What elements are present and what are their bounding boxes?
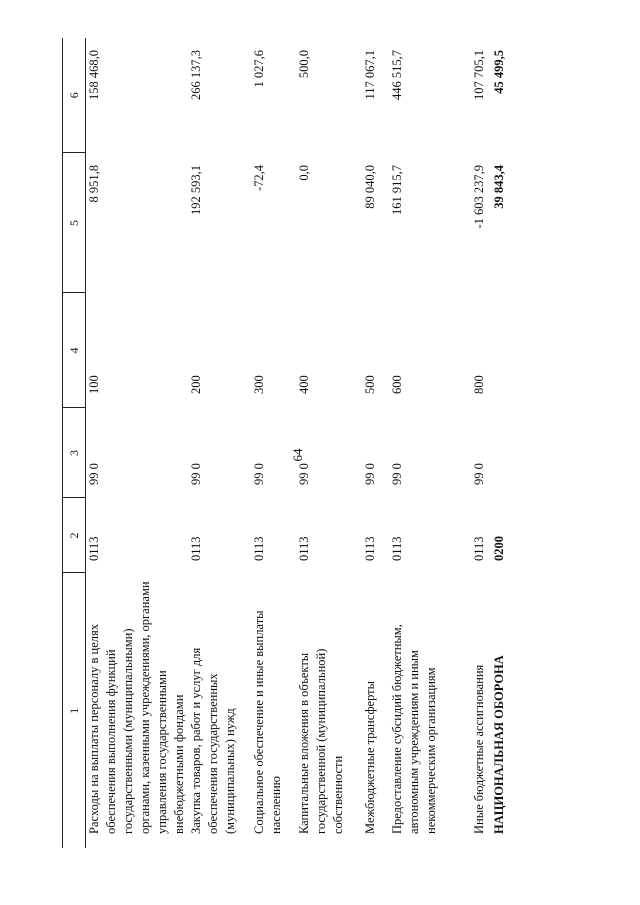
row-name: Предоставление субсидий бюджетным, автономным учреждениям и иным некоммерческим организациям: [390, 624, 438, 834]
row-col5: -72,4: [252, 165, 266, 192]
header-col-4: 4: [63, 293, 86, 408]
row-col5: 8 951,8: [87, 165, 101, 203]
row-col5: -1 603 237,9: [472, 165, 486, 229]
row-vid: 300: [252, 375, 266, 394]
row-col5: 89 040,0: [363, 165, 377, 209]
row-target: 99 0: [189, 463, 203, 485]
row-col6: 45 499,5: [492, 50, 506, 94]
row-name: Социальное обеспечение и иные выплаты населению: [252, 610, 283, 834]
row-col5: 39 843,4: [492, 165, 506, 209]
row-col6: 117 067,1: [363, 50, 377, 100]
row-name: Закупка товаров, работ и услуг для обеспечения государственных (муниципальных) нужд: [189, 647, 237, 834]
row-vid: 100: [87, 375, 101, 394]
table-row: [471, 38, 491, 848]
header-col-5: 5: [63, 153, 86, 293]
row-vid: [491, 293, 511, 408]
row-vid: 500: [363, 375, 377, 394]
header-col-1: 1: [63, 573, 86, 848]
row-vid: 600: [390, 375, 404, 394]
row-vid: 800: [472, 375, 486, 394]
table-row: [188, 38, 251, 848]
table-row: [86, 38, 189, 848]
header-col-6: 6: [63, 38, 86, 153]
row-col5: 161 915,7: [390, 165, 404, 215]
row-target: 99 0: [390, 463, 404, 485]
row-col6: 107 705,1: [472, 50, 486, 100]
row-target: [491, 408, 511, 498]
row-vid: 200: [189, 375, 203, 394]
row-col6: 500,0: [297, 50, 311, 79]
row-razdel: 0113: [189, 536, 203, 561]
row-name: Расходы на выплаты персоналу в целях обеспечения выполнения функций государственными (муниципальными) органами, казенными учреждениями, органами управления государственными внебюджетными фондами: [87, 581, 186, 834]
row-name: Межбюджетные трансферты: [363, 680, 377, 834]
row-name: Капитальные вложения в объекты государственной (муниципальной) собственности: [297, 648, 345, 834]
row-target: 99 0: [297, 463, 311, 485]
row-target: 99 0: [252, 463, 266, 485]
page-number: 64: [290, 448, 305, 462]
table-row: [362, 38, 389, 848]
table-row: [251, 38, 296, 848]
row-col6: 158 468,0: [87, 50, 101, 100]
table-row: [491, 38, 511, 848]
row-name: Иные бюджетные ассигнования: [472, 664, 486, 834]
row-razdel: 0113: [472, 536, 486, 561]
row-name: НАЦИОНАЛЬНАЯ ОБОРОНА: [492, 655, 506, 834]
row-col6: 1 027,6: [252, 50, 266, 88]
row-target: 99 0: [472, 463, 486, 485]
row-razdel: 0113: [87, 536, 101, 561]
row-col6: 446 515,7: [390, 50, 404, 100]
row-razdel: 0200: [492, 536, 506, 561]
header-col-3: 3: [63, 408, 86, 498]
row-target: 99 0: [87, 463, 101, 485]
row-razdel: 0113: [252, 536, 266, 561]
row-razdel: 0113: [297, 536, 311, 561]
row-col5: 0,0: [297, 165, 311, 181]
budget-table: [62, 38, 511, 848]
row-col5: 192 593,1: [189, 165, 203, 215]
row-razdel: 0113: [390, 536, 404, 561]
table-row: [389, 38, 471, 848]
row-col6: 266 137,3: [189, 50, 203, 100]
table-row: [296, 38, 362, 848]
row-target: 99 0: [363, 463, 377, 485]
header-col-2: 2: [63, 498, 86, 573]
row-razdel: 0113: [363, 536, 377, 561]
table-header-row: [63, 38, 86, 848]
row-vid: 400: [297, 375, 311, 394]
rotated-table-container: [62, 38, 602, 848]
